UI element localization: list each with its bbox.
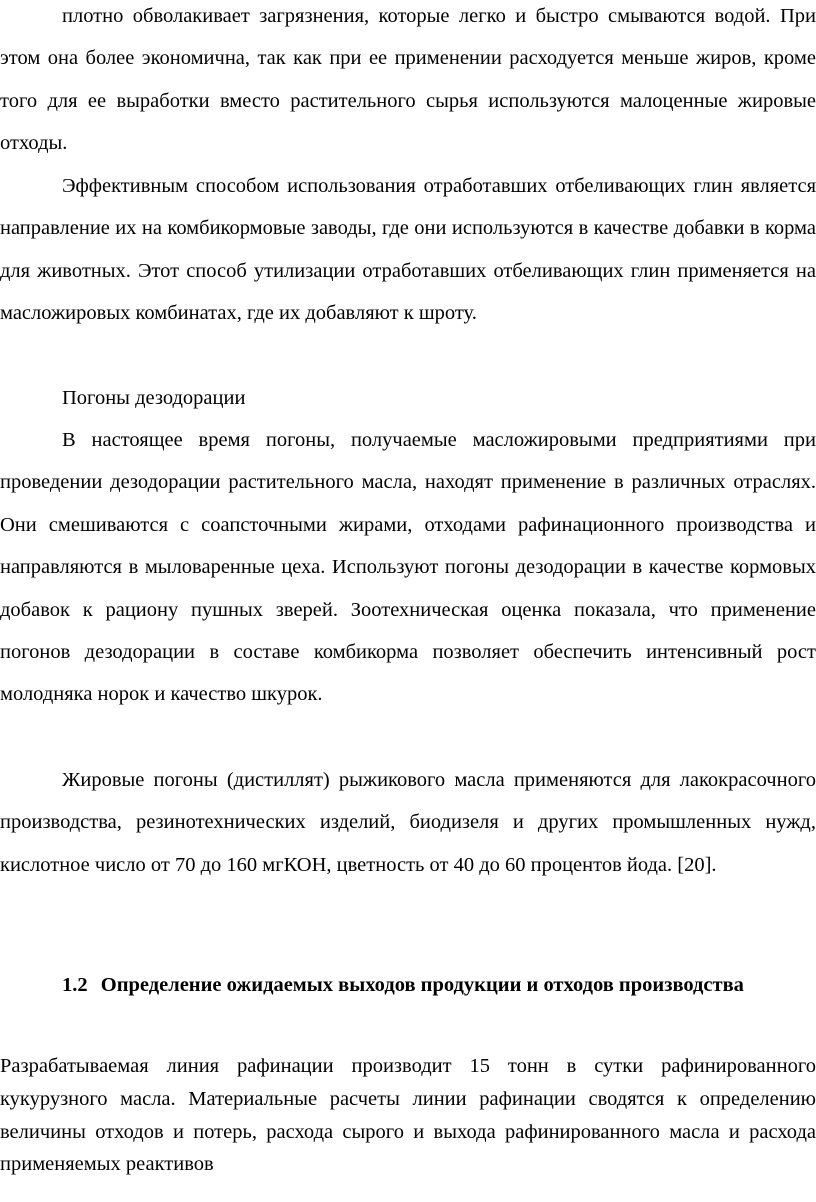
section-heading: [62, 964, 782, 1006]
paragraph-refining-line: Разрабатываемая линия рафинации производит 15 тонн в сутки рафинированного кукурузного масла. Материальные расчеты линии рафинации сводятся к определению величины отходов и потерь, расхода сырого и выхода рафинированного масла и расхода применяемых реактивов: [0, 1055, 816, 1176]
section-title: Определение ожидаемых выходов продукции и отходов производства: [100, 974, 744, 996]
paragraph-camelina-distillate: Жировые погоны (дистиллят) рыжикового масла применяются для лакокрасочного производства, резинотехнических изделий, биодизеля и других промышленных нужд, кислотное число от 70 до 160 мгКОН, цветность от 40 до 60 процентов йода. [20].: [0, 769, 816, 876]
section-number: 1.2: [62, 974, 88, 996]
paragraph-soap-advantages: плотно обволакивает загрязнения, которые легко и быстро смываются водой. При этом она более экономична, так как при ее применении расходуется меньше жиров, кроме того для ее выработки вместо растительного сырья используются малоценные жировые отходы.: [0, 5, 816, 155]
subheading-deodorization-distillates: Погоны дезодорации: [62, 387, 246, 409]
paragraph-deodorization-uses: В настоящее время погоны, получаемые масложировыми предприятиями при проведении дезодорации растительного масла, находят применение в различных отраслях. Они смешиваются с соапсточными жирами, отходами рафинационного производства и направляются в мыловаренные цеха. Используют погоны дезодорации в качестве кормовых добавок к рациону пушных зверей. Зоотехническая оценка показала, что применение погонов дезодорации в составе комбикорма позволяет обеспечить интенсивный рост молодняка норок и качество шкурок.: [0, 429, 816, 706]
paragraph-bleaching-clays: Эффективным способом использования отработавших отбеливающих глин является направление их на комбикормовые заводы, где они используются в качестве добавки в корма для животных. Этот способ утилизации отработавших отбеливающих глин применяется на масложировых комбинатах, где их добавляют к шроту.: [0, 175, 816, 325]
